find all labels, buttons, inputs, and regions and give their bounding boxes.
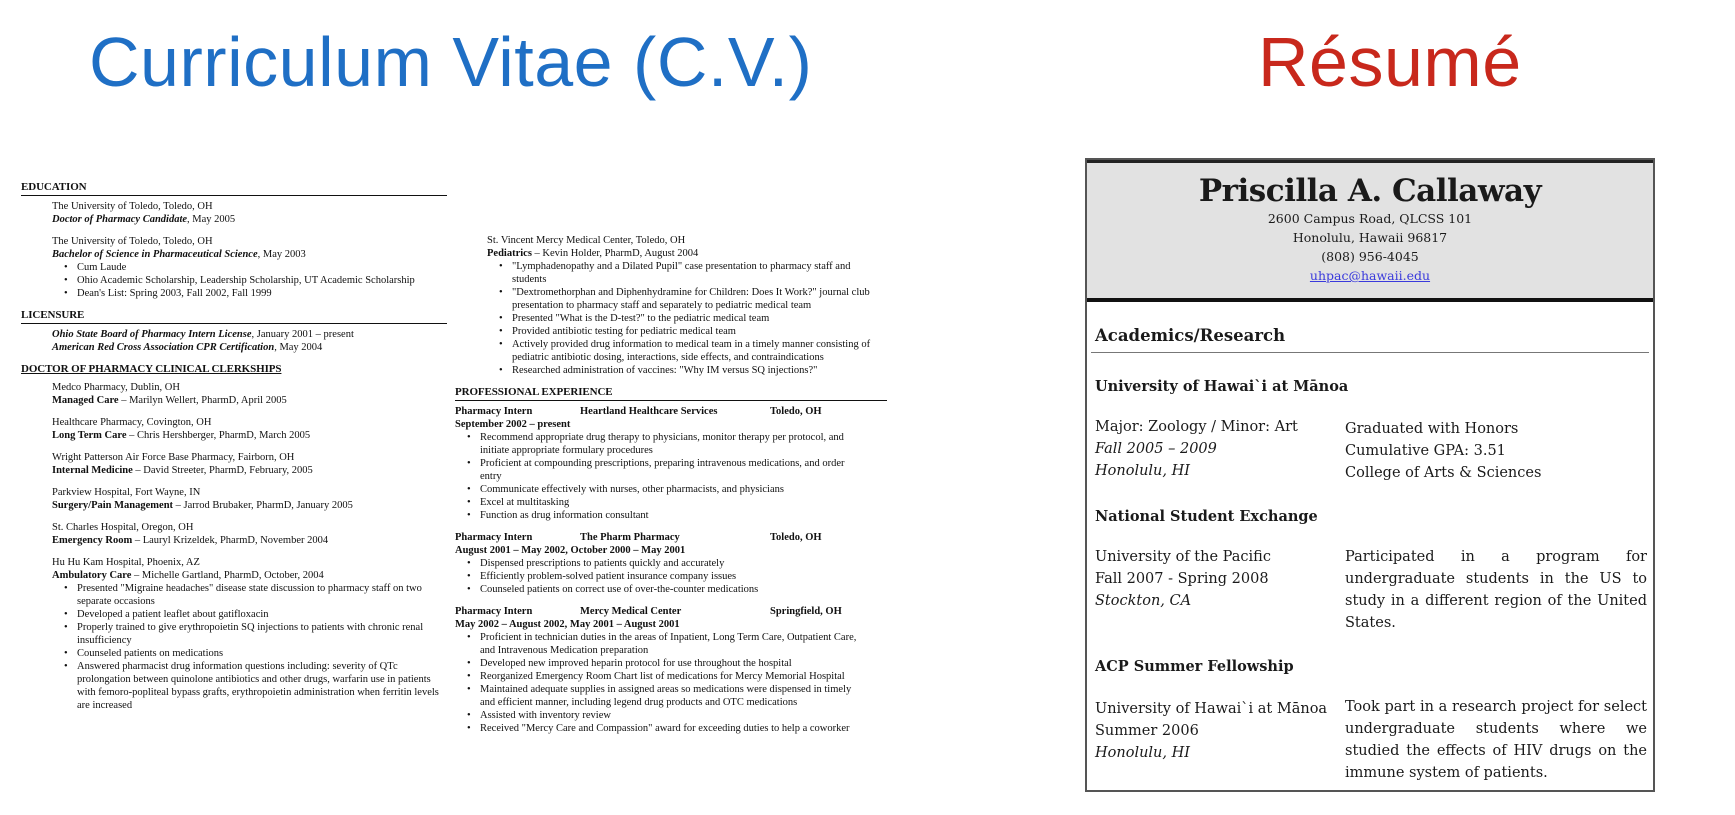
list-item: • Recommend appropriate drug therapy to physicians, monitor therapy per protocol, and initiate appropriate formulary procedures [467,431,862,457]
resume-title: Résumé [1258,23,1522,101]
job-location: Toledo, OH [770,532,822,543]
detail-line: Fall 2007 - Spring 2008 [1095,571,1269,587]
clerkship-entry [52,556,447,712]
entry-line: The University of Toledo, Toledo, OH [52,201,213,212]
list-item: • Developed a patient leaflet about gatifloxacin [64,608,449,621]
clerkship-entry [487,234,887,377]
resume-name: Priscilla A. Callaway [1198,173,1542,209]
degree-date: , May 2005 [187,214,236,225]
job-location: Toledo, OH [770,406,822,417]
job-location: Springfield, OH [770,606,842,617]
entry-line: Medco Pharmacy, Dublin, OH [52,382,180,393]
list-item: • Dean's List: Spring 2003, Fall 2002, Fall 1999 [64,287,447,300]
section-heading: PROFESSIONAL EXPERIENCE [455,386,887,401]
list-item: • Dispensed prescriptions to patients quickly and accurately [467,557,862,570]
resume-header [1087,160,1653,302]
list-item: • Actively provided drug information to medical team in a timely manner consisting of pediatric antibiotic dosing, interactions, side effects, and contraindications [499,338,874,364]
clerkship-entry [52,451,447,477]
degree: Bachelor of Science in Pharmaceutical Science [52,249,258,260]
cv-education-section [21,181,447,300]
email-link[interactable]: uhpac@hawaii.edu [1309,268,1431,283]
clerkship-entry [52,486,447,512]
job-dates: August 2001 – May 2002, October 2000 – May 2001 [455,545,686,556]
detail-line: Major: Zoology / Minor: Art [1095,419,1298,435]
entry-line [52,499,447,512]
list-item: • Properly trained to give erythropoietin SQ injections to patients with chronic renal insufficiency [64,621,449,647]
preceptor: – David Streeter, PharmD, February, 2005 [132,465,313,476]
preceptor: – Kevin Holder, PharmD, August 2004 [531,248,699,259]
clerkship-entry [52,521,447,547]
cv-column-1 [21,181,447,721]
rotation: Ambulatory Care [52,570,132,581]
block-heading: University of Hawai`i at Mānoa [1095,378,1349,395]
entry-line [52,569,447,582]
detail-line: College of Arts & Sciences [1345,465,1542,481]
list-item: • Counseled patients on correct use of over-the-counter medications [467,583,862,596]
detail-line: Graduated with Honors [1345,421,1519,437]
detail-line: University of Hawai`i at Mānoa [1095,701,1328,717]
list-item: • Presented "Migraine headaches" disease state discussion to pharmacy staff on two separate occasions [64,582,449,608]
preceptor: – Chris Hershberger, PharmD, March 2005 [126,430,311,441]
job-title: Pharmacy Intern [455,406,533,417]
cv-experience-section [455,386,887,735]
job-entry [455,531,887,596]
email-row [1087,266,1653,285]
list-item: • Provided antibiotic testing for pediatric medical team [499,325,874,338]
entry-line: St. Vincent Mercy Medical Center, Toledo, OH [487,235,686,246]
phone: (808) 956-4045 [1321,249,1419,264]
list-item: • Ohio Academic Scholarship, Leadership Scholarship, UT Academic Scholarship [64,274,447,287]
block-details [1095,416,1335,482]
block-heading: National Student Exchange [1095,508,1318,525]
rotation: Managed Care [52,395,119,406]
block-heading: ACP Summer Fellowship [1095,658,1294,675]
clerkship-entry [52,416,447,442]
clerkship-entry [52,381,447,407]
block-details [1095,698,1335,764]
list-item: • Communicate effectively with nurses, other pharmacists, and physicians [467,483,862,496]
entry-line: St. Charles Hospital, Oregon, OH [52,522,194,533]
list-item: • Efficiently problem-solved patient insurance company issues [467,570,862,583]
entry-line [52,429,447,442]
cv-licensure-section [21,309,447,354]
preceptor: – Marilyn Wellert, PharmD, April 2005 [118,395,287,406]
list-item: • Reorganized Emergency Room Chart list of medications for Mercy Memorial Hospital [467,670,862,683]
detail-line: University of the Pacific [1095,549,1271,565]
job-entry [455,605,887,735]
rotation: Long Term Care [52,430,127,441]
rotation: Pediatrics [487,248,532,259]
job-header [455,605,887,618]
list-item: • Proficient at compounding prescriptions, preparing intravenous medications, and order entry [467,457,862,483]
license-name: Ohio State Board of Pharmacy Intern License [52,329,252,340]
license-date: , May 2004 [274,342,323,353]
entry-line [487,247,887,260]
education-entry [52,200,447,226]
job-title: Pharmacy Intern [455,532,533,543]
section-heading: EDUCATION [21,181,447,196]
detail-line: Honolulu, HI [1095,463,1190,479]
license-name: American Red Cross Association CPR Certification [52,342,275,353]
block-notes [1345,418,1647,484]
entry-line [52,534,447,547]
bullet-list [64,261,447,300]
block-description: Took part in a research project for select undergraduate students where we studied the effects of HIV drugs on the immune system of patients. [1345,699,1647,781]
education-entry [52,235,447,300]
bullet-list [499,260,874,377]
detail-line: Honolulu, HI [1095,745,1190,761]
rotation: Internal Medicine [52,465,133,476]
list-item: • Researched administration of vaccines: "Why IM versus SQ injections?" [499,364,874,377]
job-header [455,531,887,544]
licensure-entry [52,328,447,354]
job-org: The Pharm Pharmacy [580,532,680,543]
bullet-list [467,557,862,596]
detail-line: Stockton, CA [1095,593,1192,609]
job-org: Heartland Healthcare Services [580,406,718,417]
section-heading: DOCTOR OF PHARMACY CLINICAL CLERKSHIPS [21,363,282,375]
cv-column-2 [455,234,887,744]
entry-line [52,464,447,477]
list-item: • Maintained adequate supplies in assigned areas so medications were dispensed in timely and efficient manner, including legend drug products and OTC medications [467,683,862,709]
cv-title: Curriculum Vitae (C.V.) [89,23,813,101]
list-item: • Answered pharmacist drug information questions including: severity of QTc prolongation between quinolone antibiotics and other drugs, warfarin use in patients with femoro-popliteal bypass grafts, erythropoietin administration when ferritin levels are increased [64,660,449,712]
list-item: • Counseled patients on medications [64,647,449,660]
detail-line: Summer 2006 [1095,723,1199,739]
list-item: • Proficient in technician duties in the areas of Inpatient, Long Term Care, Outpatient Care, and Intravenous Medication preparation [467,631,862,657]
preceptor: – Lauryl Krizeldek, PharmD, November 2004 [132,535,329,546]
bullet-list [467,431,862,522]
bullet-list [467,631,862,735]
bullet-list [64,582,449,712]
list-item: • Presented "What is the D-test?" to the pediatric medical team [499,312,874,325]
entry-line: Healthcare Pharmacy, Covington, OH [52,417,212,428]
list-item: • Received "Mercy Care and Compassion" award for exceeding duties to help a coworker [467,722,862,735]
entry-line: Hu Hu Kam Hospital, Phoenix, AZ [52,557,200,568]
entry-line: Wright Patterson Air Force Base Pharmacy, Fairborn, OH [52,452,295,463]
section-heading: Academics/Research [1095,326,1286,345]
job-dates: May 2002 – August 2002, May 2001 – August 2001 [455,619,680,630]
address-line: Honolulu, Hawaii 96817 [1292,230,1448,245]
list-item: • "Lymphadenopathy and a Dilated Pupil" case presentation to pharmacy staff and students [499,260,874,286]
list-item: • "Dextromethorphan and Diphenhydramine for Children: Does It Work?" journal club presentation to pharmacy staff and separately to pediatric medical team [499,286,874,312]
entry-line [52,213,447,226]
rotation: Emergency Room [52,535,133,546]
preceptor: – Jarrod Brubaker, PharmD, January 2005 [173,500,353,511]
degree-date: , May 2003 [257,249,306,260]
block-details [1095,546,1335,612]
list-item: • Function as drug information consultant [467,509,862,522]
preceptor: – Michelle Gartland, PharmD, October, 2004 [131,570,324,581]
rotation: Surgery/Pain Management [52,500,174,511]
detail-line: Cumulative GPA: 3.51 [1345,443,1506,459]
entry-line [52,328,447,341]
entry-line [52,394,447,407]
job-entry [455,405,887,522]
entry-line [52,341,447,354]
job-title: Pharmacy Intern [455,606,533,617]
list-item: • Assisted with inventory review [467,709,862,722]
job-header [455,405,887,418]
detail-line: Fall 2005 – 2009 [1095,441,1217,457]
block-description: Participated in a program for undergraduate students in the US to study in a different region of the United States. [1345,549,1647,631]
degree: Doctor of Pharmacy Candidate [52,214,188,225]
section-divider [1091,352,1649,353]
entry-line: The University of Toledo, Toledo, OH [52,236,213,247]
entry-line [52,248,447,261]
entry-line: Parkview Hospital, Fort Wayne, IN [52,487,201,498]
cv-clerkships-section [21,363,447,712]
license-date: , January 2001 – present [251,329,354,340]
address-line: 2600 Campus Road, QLCSS 101 [1267,211,1473,226]
list-item: • Excel at multitasking [467,496,862,509]
job-dates: September 2002 – present [455,419,571,430]
resume-document [1085,158,1655,792]
list-item: • Developed new improved heparin protocol for use throughout the hospital [467,657,862,670]
list-item: • Cum Laude [64,261,447,274]
section-heading: LICENSURE [21,309,447,324]
job-org: Mercy Medical Center [580,606,682,617]
